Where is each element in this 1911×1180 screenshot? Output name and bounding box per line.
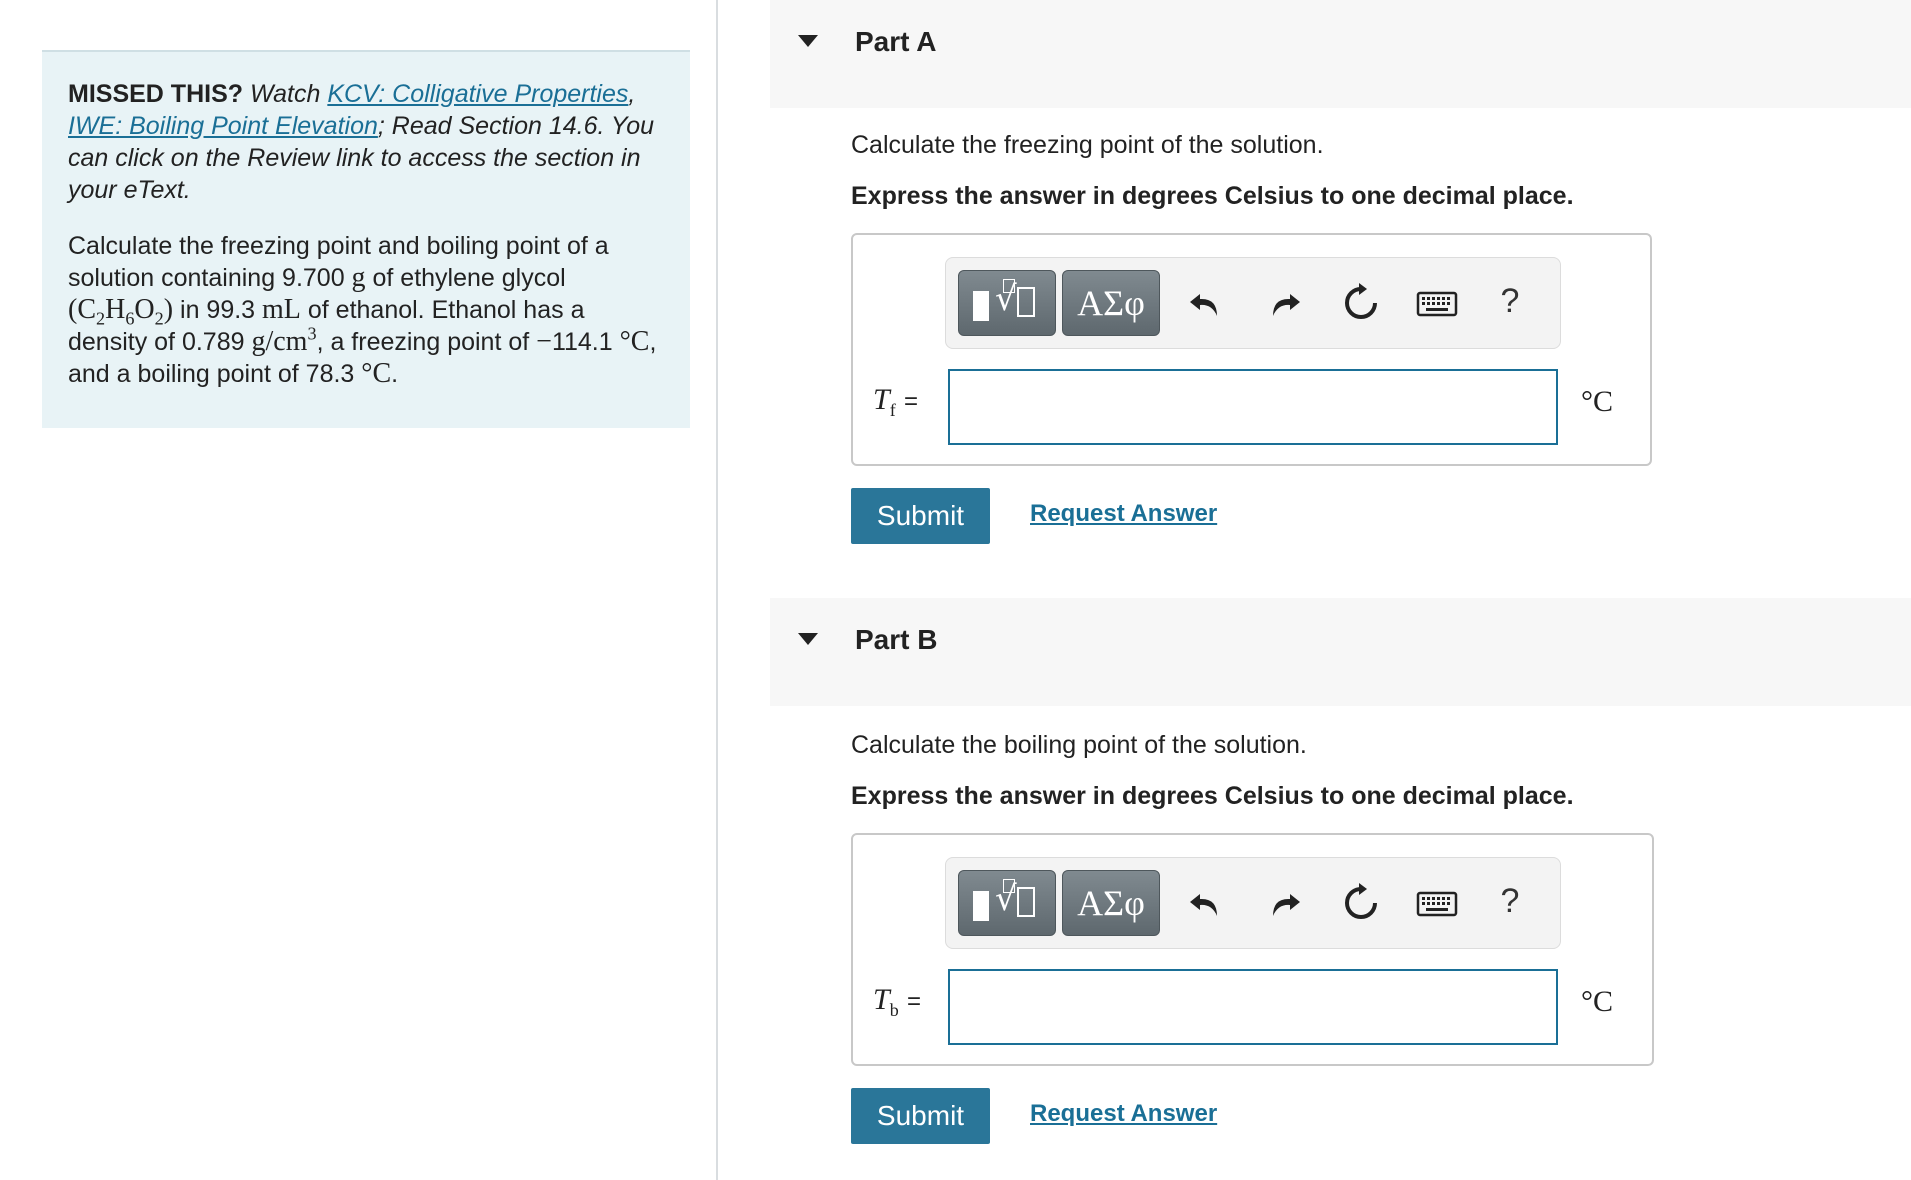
help-icon[interactable]: ? [1500,282,1520,320]
formula-sub: 2 [154,308,164,329]
density-unit-base: g/cm [251,326,308,357]
variable-subscript: f [889,400,896,420]
templates-icon-box [1017,887,1035,917]
ethylene-glycol-formula [68,294,174,329]
part-b-instruction: Express the answer in degrees Celsius to one decimal place. [851,782,1574,810]
unit-label: °C [1581,985,1614,1018]
part-a-answer-box [851,233,1652,466]
problem-text-1: Calculate the freezing point and boiling point of a solution containing 9.700 [68,232,609,292]
radical-icon: √ [995,279,1017,319]
missed-this-note [68,78,664,206]
math-toolbar [945,857,1561,949]
templates-button[interactable] [958,270,1056,336]
undo-icon[interactable] [1184,280,1230,326]
panel-divider[interactable] [716,0,718,1180]
minus-sign: − [536,326,552,357]
part-b-question: Calculate the boiling point of the solution. [851,731,1307,759]
unit-celsius: °C [619,326,650,357]
variable-label [873,383,919,420]
formula-sub: 6 [125,308,135,329]
problem-text-4: of ethanol. Ethanol has a density of 0.789 [68,296,585,356]
part-b-title: Part B [855,624,938,655]
formula-part: ) [163,294,174,325]
problem-statement [68,230,664,390]
problem-text-7: , and a boiling point of 78.3 [68,328,657,388]
greek-symbols-button[interactable]: ΑΣφ [1062,270,1160,336]
undo-icon[interactable] [1184,880,1230,926]
watch-text: Watch [249,80,321,108]
answer-input[interactable] [948,969,1558,1045]
formula-sub: 2 [96,308,106,329]
problem-text-5: , a freezing point of [316,328,537,356]
variable-subscript: b [889,1000,899,1020]
left-panel [0,0,717,1180]
variable-symbol: T [873,383,890,416]
help-icon[interactable]: ? [1500,882,1520,920]
unit-grams: g [351,262,366,293]
problem-text-8: . [391,360,399,388]
part-a-instruction: Express the answer in degrees Celsius to one decimal place. [851,182,1574,210]
formula-part: H [105,294,126,325]
part-a-header[interactable] [770,0,1911,108]
problem-text-3: in 99.3 [173,296,263,324]
radical-icon: √ [995,879,1017,919]
math-toolbar [945,257,1561,349]
variable-label [873,983,922,1020]
redo-icon[interactable] [1260,280,1306,326]
keyboard-icon[interactable] [1414,880,1460,926]
part-b-header[interactable] [770,598,1911,706]
part-b-answer-box [851,833,1654,1066]
density-unit [251,323,317,357]
unit-celsius: °C [361,358,392,389]
caret-down-icon[interactable] [798,633,818,645]
problem-info-box [42,50,690,428]
templates-icon [973,291,989,321]
caret-down-icon[interactable] [798,35,818,47]
redo-icon[interactable] [1260,880,1306,926]
request-answer-link[interactable]: Request Answer [1030,1100,1218,1127]
equals-sign: = [904,388,919,415]
problem-text-6: 114.1 [551,328,620,356]
missed-label: MISSED THIS? [68,80,244,108]
request-answer-link[interactable]: Request Answer [1030,500,1218,527]
answer-input[interactable] [948,369,1558,445]
reset-icon[interactable] [1338,880,1384,926]
keyboard-icon[interactable] [1414,280,1460,326]
iwe-boiling-link[interactable]: IWE: Boiling Point Elevation [68,112,378,140]
part-a-question: Calculate the freezing point of the solution. [851,131,1324,159]
equals-sign: = [907,988,922,1015]
templates-icon [973,891,989,921]
reset-icon[interactable] [1338,280,1384,326]
unit-label: °C [1581,385,1614,418]
read-section-text: ; Read Section 14.6. You can click on the Review link to access the section in your eText. [68,112,655,204]
greek-symbols-button[interactable]: ΑΣφ [1062,870,1160,936]
submit-button[interactable]: Submit [851,488,990,544]
variable-symbol: T [873,983,890,1016]
formula-part: (C [68,294,96,325]
templates-icon-box [1017,287,1035,317]
unit-milliliters: mL [262,294,301,325]
part-a-title: Part A [855,26,937,57]
comma-text: , [628,80,636,108]
density-unit-exponent: 3 [307,323,317,344]
submit-button[interactable]: Submit [851,1088,990,1144]
templates-button[interactable] [958,870,1056,936]
kcv-colligative-link[interactable]: KCV: Colligative Properties [327,80,629,108]
formula-part: O [134,294,155,325]
problem-text-2: of ethylene glycol [365,264,566,292]
